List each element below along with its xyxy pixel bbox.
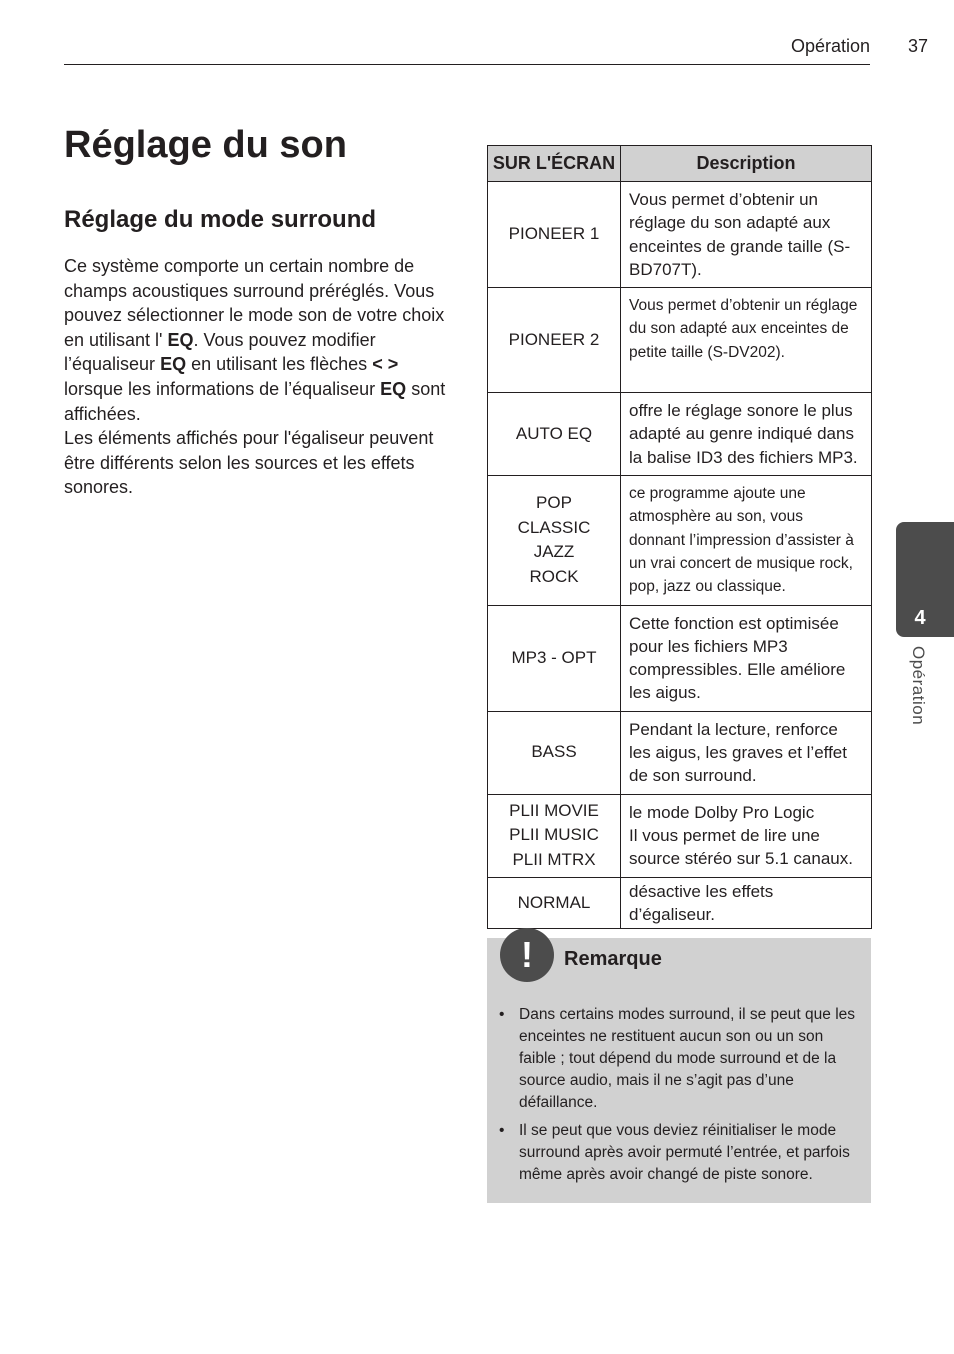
chapter-label: Opération	[909, 646, 928, 726]
column-header-description: Description	[621, 146, 872, 182]
intro-paragraph-1	[64, 254, 448, 426]
note-title: Remarque	[564, 948, 662, 970]
chapter-number: 4	[914, 607, 926, 629]
description-cell: ce programme ajoute une atmosphère au son, vous donnant l’impression d’assister à un vrai concert de musique rock, pop, jazz ou classique.	[621, 476, 872, 605]
mode-cell	[488, 182, 621, 288]
table-row	[488, 605, 872, 711]
table-row	[488, 476, 872, 605]
mode-name: PIONEER 1	[508, 224, 600, 244]
mode-name: ROCK	[529, 566, 579, 586]
intro-text-segment: . Vous pouvez modifier l’équaliseur	[64, 329, 376, 375]
eq-keyword: EQ	[160, 354, 187, 375]
table-header-row	[488, 146, 872, 182]
description-line: le mode Dolby Pro Logic	[629, 802, 815, 822]
exclamation-icon: !	[500, 928, 554, 982]
eq-mode-table	[487, 145, 872, 929]
page-number: 37	[907, 36, 928, 56]
description-cell: Cette fonction est optimisée pour les fichiers MP3 compressibles. Elle améliore les aigus.	[621, 605, 872, 711]
intro-paragraph-2: Les éléments affichés pour l'égaliseur peuvent être différents selon les sources et les effets sonores.	[64, 428, 434, 498]
intro-text-segment: Ce système comporte un certain nombre de champs acoustiques surround préréglés. Vous pouvez sélectionner le mode son de votre choix en utilisant l'	[64, 256, 445, 350]
description-cell: offre le réglage sonore le plus adapté au genre indiqué dans la balise ID3 des fichiers MP3.	[621, 393, 872, 476]
table-row	[488, 288, 872, 393]
arrow-keys-symbol: < >	[372, 354, 399, 375]
mode-name: NORMAL	[517, 892, 591, 912]
mode-name: PIONEER 2	[508, 329, 600, 349]
page-title: Réglage du son	[64, 124, 347, 166]
mode-cell	[488, 711, 621, 794]
intro-text	[64, 254, 448, 500]
mode-name: POP	[536, 493, 572, 513]
table-row	[488, 393, 872, 476]
mode-name: MP3 - OPT	[511, 647, 597, 667]
eq-keyword: EQ	[167, 329, 194, 350]
table-row	[488, 711, 872, 794]
description-cell: Vous permet d’obtenir un réglage du son adapté aux enceintes de petite taille (S-DV202).	[621, 288, 872, 393]
column-header-screen: SUR L'ÉCRAN	[488, 146, 621, 182]
note-box	[487, 934, 871, 1203]
header-section-label: Opération	[790, 36, 870, 56]
description-cell: désactive les effets d’égaliseur.	[621, 877, 872, 929]
mode-name: AUTO EQ	[515, 423, 593, 443]
intro-text-segment: sont affichées.	[64, 378, 446, 424]
mode-cell	[488, 476, 621, 605]
mode-name: PLII MUSIC	[509, 825, 599, 845]
mode-name: PLII MOVIE	[509, 800, 599, 820]
intro-text-segment: lorsque les informations de l’équaliseur	[64, 378, 381, 399]
table-row	[488, 877, 872, 929]
table-row	[488, 182, 872, 288]
list-item: • Il se peut que vous deviez réinitialiser le mode surround après avoir permuté l’entrée, et parfois même après avoir changé de piste sonore.	[499, 1120, 859, 1186]
table-row	[488, 794, 872, 877]
description-line: Il vous permet de lire une source stéréo sur 5.1 canaux.	[629, 825, 853, 869]
intro-text-segment: en utilisant les flèches	[186, 354, 373, 375]
mode-cell	[488, 288, 621, 393]
header-divider	[64, 64, 870, 65]
mode-cell	[488, 393, 621, 476]
mode-cell	[488, 877, 621, 929]
mode-name: BASS	[531, 742, 577, 762]
description-cell	[621, 794, 872, 877]
eq-keyword: EQ	[380, 378, 407, 399]
description-cell: Pendant la lecture, renforce les aigus, les graves et l’effet de son surround.	[621, 711, 872, 794]
mode-cell	[488, 794, 621, 877]
mode-name: JAZZ	[533, 542, 575, 562]
mode-cell	[488, 605, 621, 711]
note-list	[499, 1004, 859, 1192]
description-cell: Vous permet d’obtenir un réglage du son adapté aux enceintes de grande taille (S-BD707T).	[621, 182, 872, 288]
mode-name: PLII MTRX	[512, 849, 596, 869]
mode-name: CLASSIC	[517, 517, 591, 537]
list-item: • Dans certains modes surround, il se peut que les enceintes ne restituent aucun son ou un son faible ; tout dépend du mode surround et de la source audio, mais il ne s’agit pas d’une défaillance.	[499, 1004, 859, 1114]
section-subtitle: Réglage du mode surround	[64, 206, 377, 233]
